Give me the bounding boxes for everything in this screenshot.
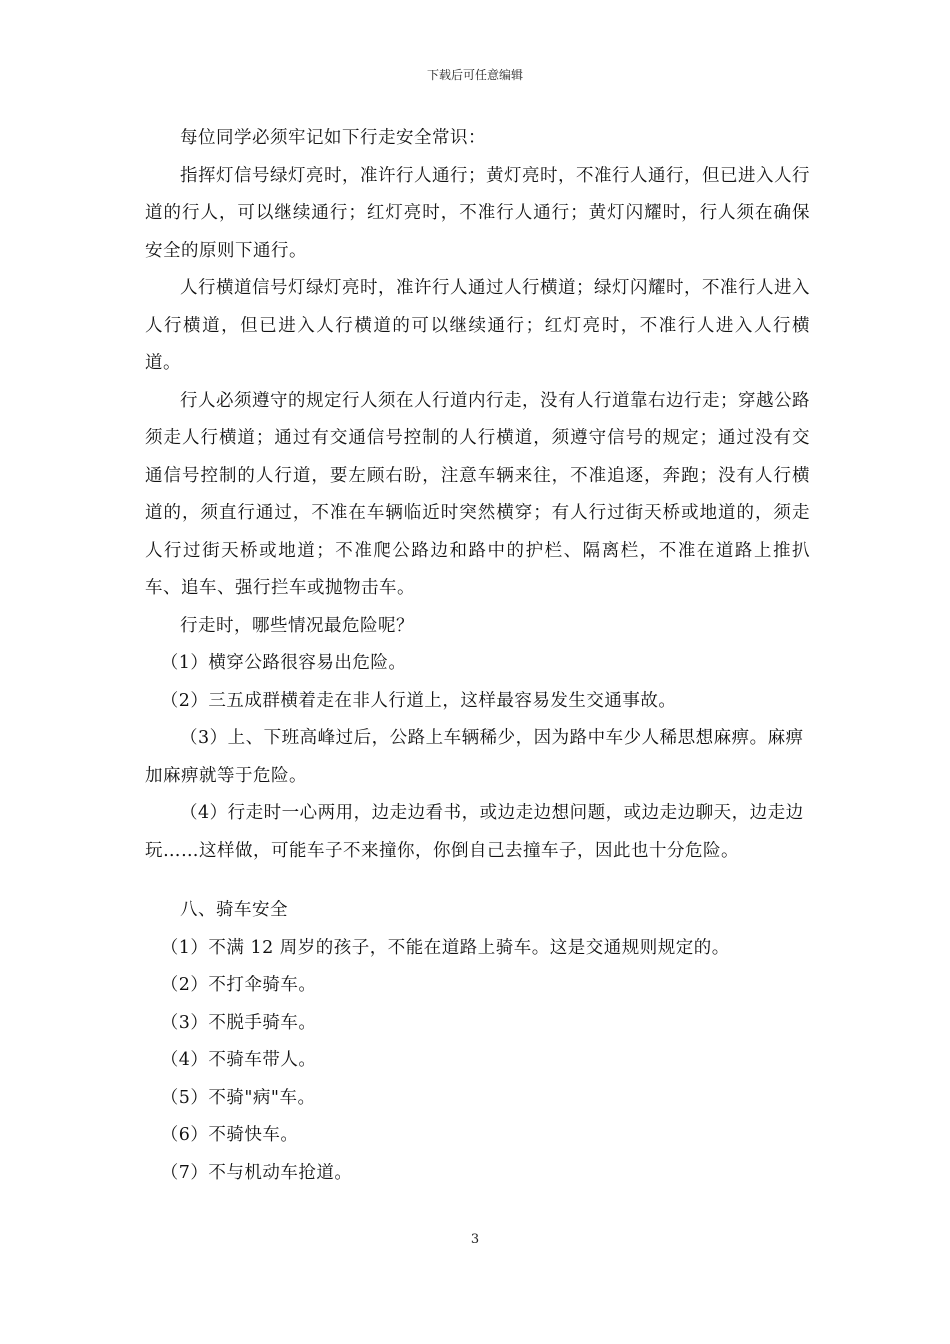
ride-item-1: （1）不满 12 周岁的孩子，不能在道路上骑车。这是交通规则规定的。 (160, 937, 730, 958)
pedestrian-rules-paragraph: 行人必须遵守的规定行人须在人行道内行走，没有人行道靠右边行走；穿越公路须走人行横道；通过有交通信号控制的人行横道，须遵守信号的规定；通过没有交通信号控制的人行道，要左顾右盼，注意车辆来往，不准追逐，奔跑；没有人行横道的，须直行通过，不准在车辆临近时突然横穿；有人行过街天桥或地道的，须走人行过街天桥或地道；不准爬公路边和路中的护栏、隔离栏，不准在道路上推扒车、追车、强行拦车或抛物击车。 (145, 390, 810, 598)
walk-item-3: （3）上、下班高峰过后，公路上车辆稀少，因为路中车少人稀思想麻痹。麻痹加麻痹就等于危险。 (145, 728, 804, 786)
ride-item-4: （4）不骑车带人。 (160, 1050, 317, 1070)
ride-item-5: （5）不骑"病"车。 (160, 1087, 316, 1108)
walk-item-2: （2）三五成群横着走在非人行道上，这样最容易发生交通事故。 (160, 690, 677, 711)
danger-question: 行走时，哪些情况最危险呢？ (180, 615, 414, 636)
ride-item-2: （2）不打伞骑车。 (160, 975, 317, 995)
intro-paragraph: 每位同学必须牢记如下行走安全常识： (180, 128, 486, 148)
section-title-cycling: 八、骑车安全 (180, 900, 288, 920)
document-body (145, 120, 810, 1192)
walk-item-1: （1）横穿公路很容易出危险。 (160, 653, 407, 673)
ride-item-3: （3）不脱手骑车。 (160, 1012, 317, 1033)
ride-item-7: （7）不与机动车抢道。 (160, 1162, 353, 1183)
ride-item-6: （6）不骑快车。 (160, 1125, 299, 1145)
crosswalk-signal-paragraph: 人行横道信号灯绿灯亮时，准许行人通过人行横道；绿灯闪耀时，不准行人进入人行横道，但已进入人行横道的可以继续通行；红灯亮时，不准行人进入人行横道。 (145, 278, 810, 373)
page-header: 下载后可任意编辑 (426, 68, 523, 82)
page-number: 3 (470, 1232, 480, 1247)
traffic-light-paragraph: 指挥灯信号绿灯亮时，准许行人通行；黄灯亮时，不准行人通行，但已进入人行道的行人，可以继续通行；红灯亮时，不准行人通行；黄灯闪耀时，行人须在确保安全的原则下通行。 (145, 165, 810, 261)
section-spacer (145, 870, 810, 892)
walk-item-4: （4）行走时一心两用，边走边看书，或边走边想问题，或边走边聊天，边走边玩……这样做，可能车子不来撞你，你倒自己去撞车子，因此也十分危险。 (145, 803, 804, 861)
